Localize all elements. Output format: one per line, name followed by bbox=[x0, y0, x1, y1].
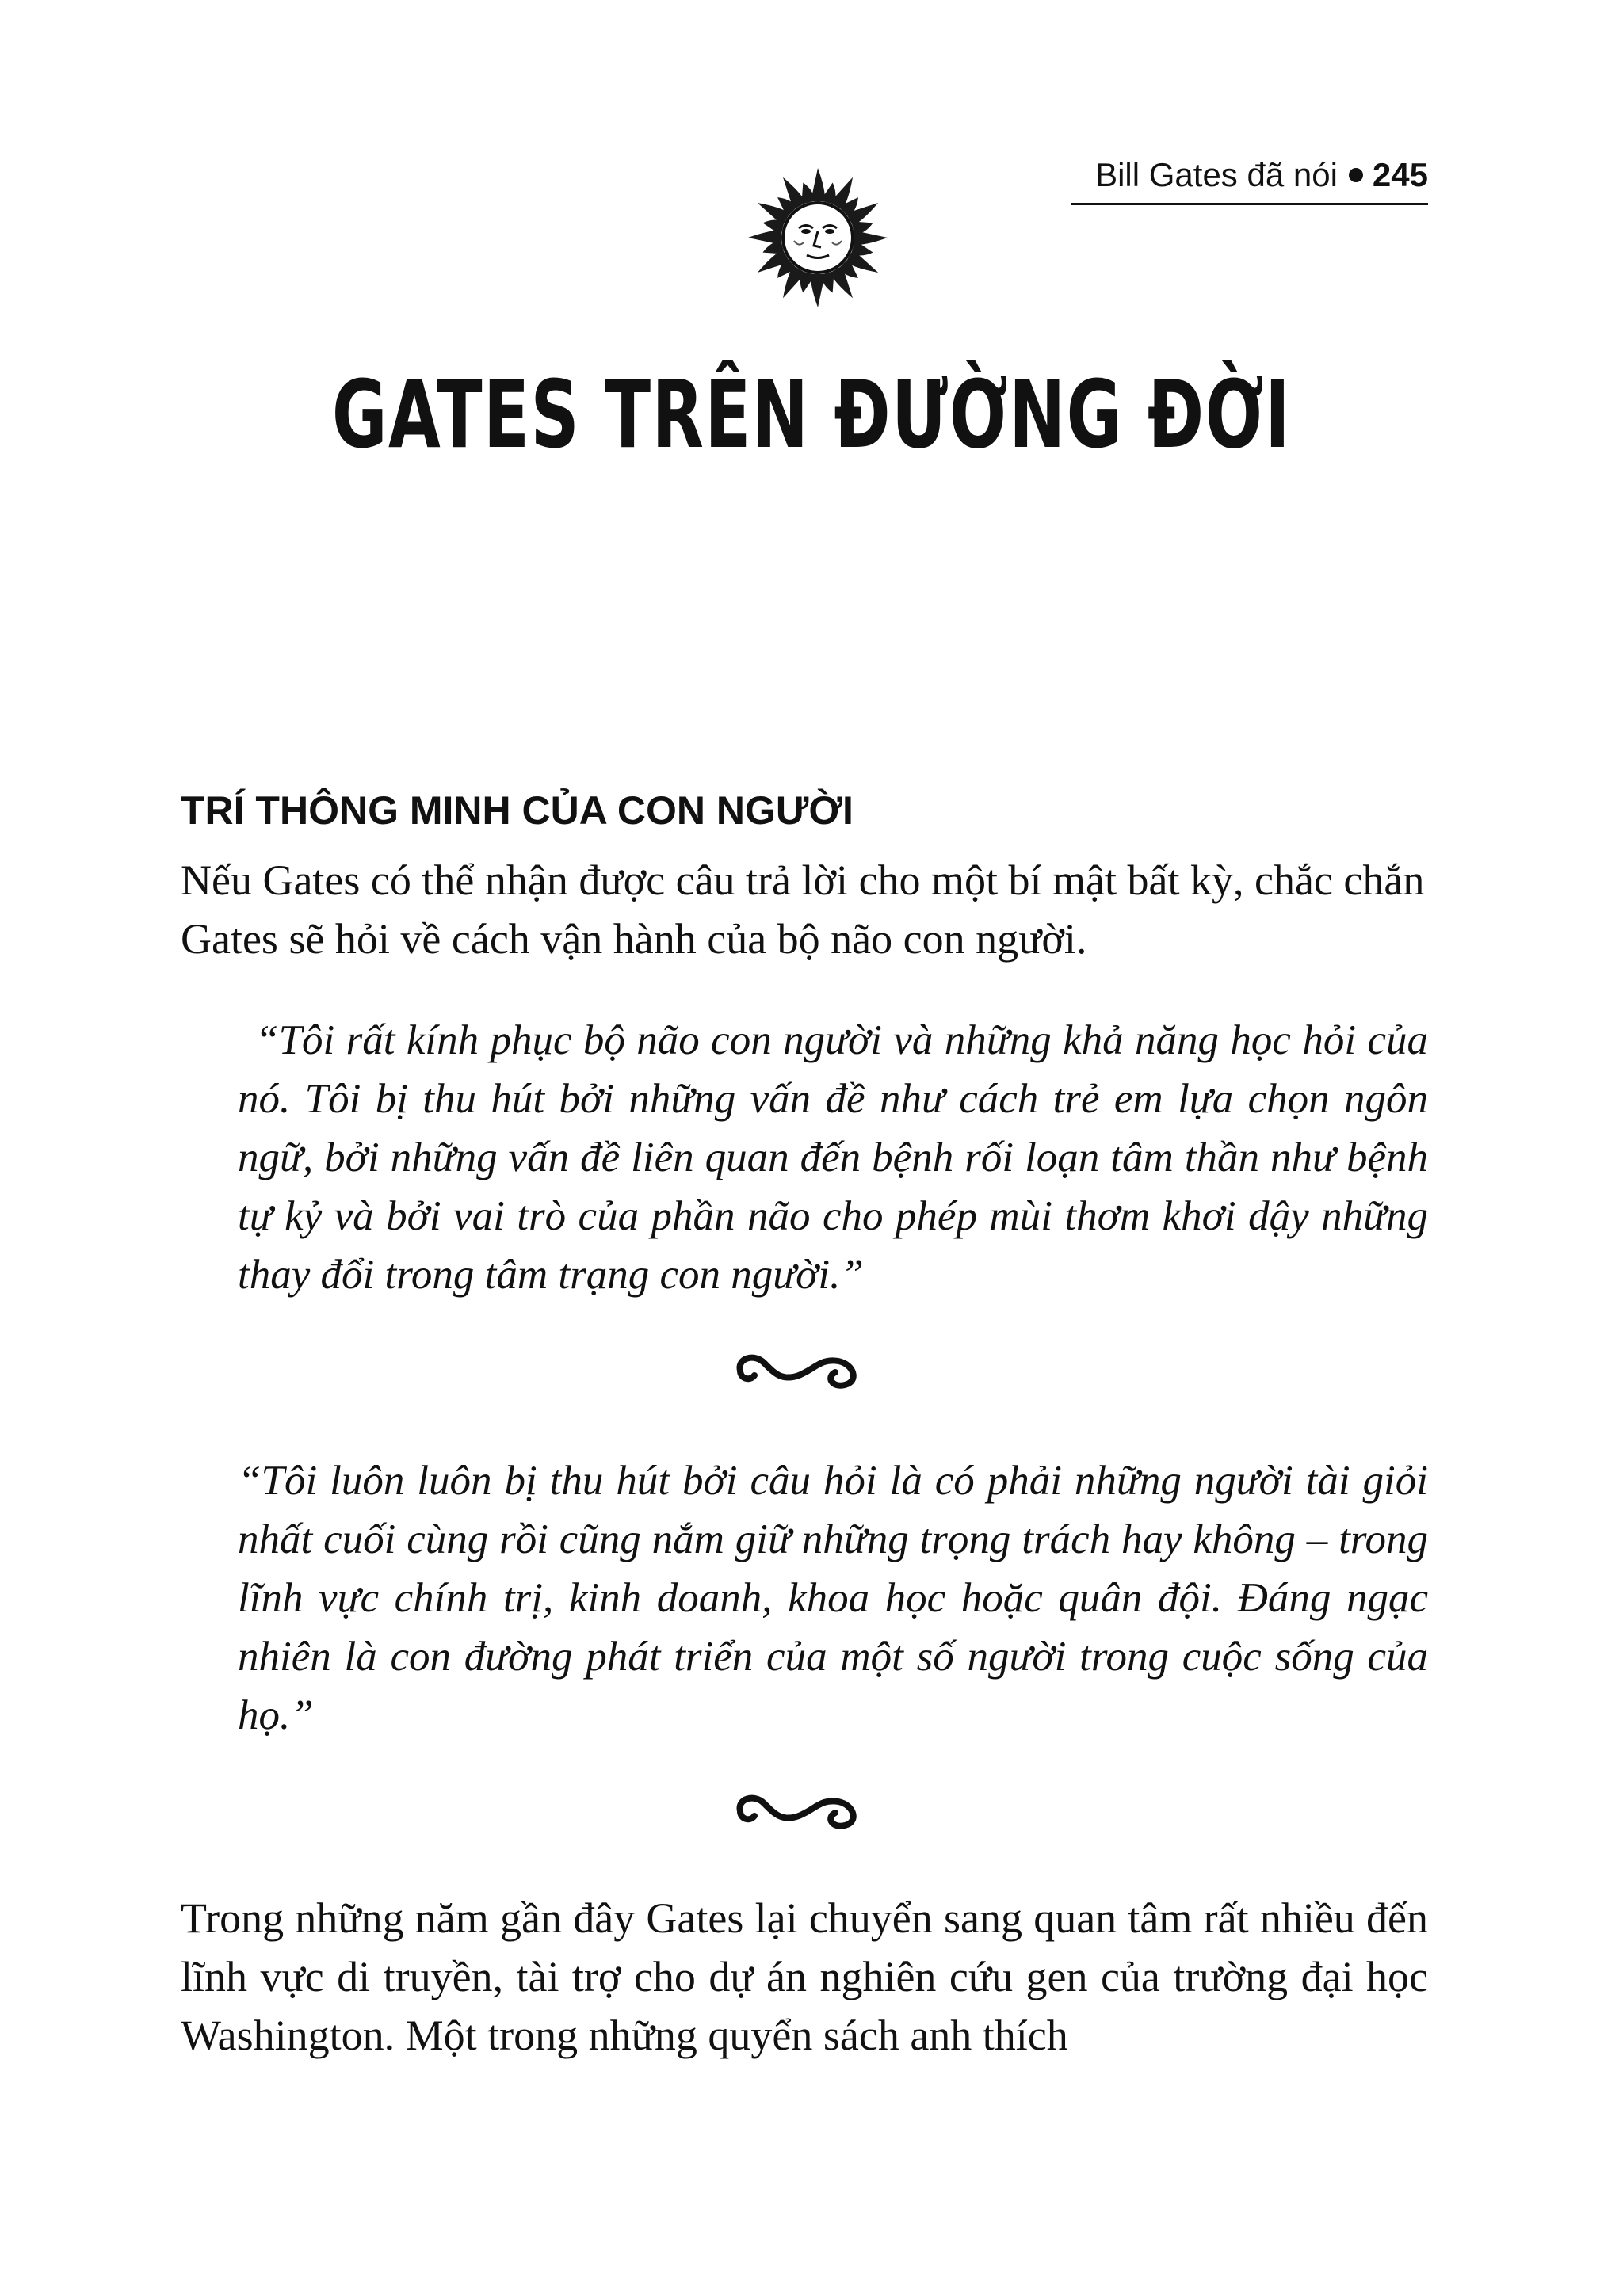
book-title: Bill Gates đã nói bbox=[1095, 156, 1338, 193]
intro-paragraph: Nếu Gates có thể nhận được câu trả lời cho một bí mật bất kỳ, chắc chắn Gates sẽ hỏi về cách vận hành của bộ não con người. bbox=[181, 856, 1425, 963]
section-heading: TRÍ THÔNG MINH CỦA CON NGƯỜI bbox=[181, 788, 854, 833]
chapter-title: GATES TRÊN ĐƯỜNG ĐỜI bbox=[331, 360, 1292, 469]
quote-2: “Tôi luôn luôn bị thu hút bởi câu hỏi là có phải những người tài giỏi nhất cuối cùng rồi cũng nắm giữ những trọng trách hay không – trong lĩnh vực chính trị, kinh doanh, khoa học hoặc quân đội. Đáng ngạc nhiên là con đường phát triển của một số người trong cuộc sống của họ.” bbox=[238, 1458, 1428, 1738]
sun-face-icon bbox=[747, 158, 889, 317]
quote-1: “Tôi rất kính phục bộ não con người và những khả năng học hỏi của nó. Tôi bị thu hút bởi những vấn đề như cách trẻ em lựa chọn ngôn ngữ, bởi những vấn đề liên quan đến bệnh rối loạn tâm thần như bệnh tự kỷ và bởi vai trò của phần não cho phép mùi thơm khơi dậy những thay đổi trong tâm trạng con người.” bbox=[238, 1017, 1428, 1298]
closing-paragraph: Trong những năm gần đây Gates lại chuyển sang quan tâm rất nhiều đến lĩnh vực di truyền, tài trợ cho dự án nghiên cứu gen của trường đại học Washington. Một trong những quyển sách anh thích bbox=[181, 1894, 1428, 2059]
page-number: 245 bbox=[1372, 156, 1428, 193]
swirl-ornament-icon bbox=[729, 1787, 872, 1835]
running-header bbox=[1071, 147, 1428, 205]
swirl-ornament-icon bbox=[729, 1347, 872, 1394]
bullet-icon bbox=[1349, 168, 1363, 182]
